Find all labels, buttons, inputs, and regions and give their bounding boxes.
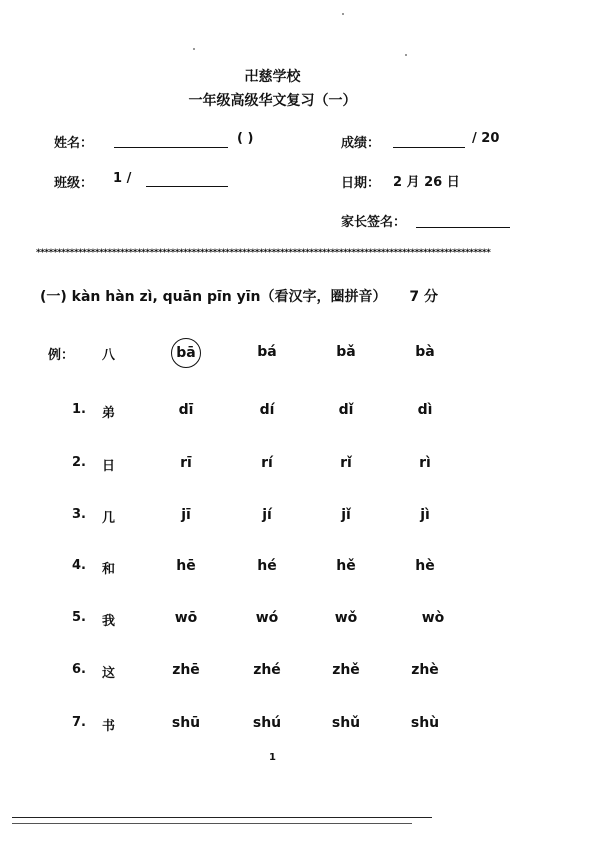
class-value: 1 / (113, 171, 132, 186)
name-parentheses: ( ) (237, 131, 254, 146)
question-row (0, 455, 600, 479)
pinyin-option[interactable]: dǐ (338, 402, 354, 418)
pinyin-option[interactable]: zhě (332, 662, 360, 678)
row-character: 几 (102, 511, 116, 526)
pinyin-option[interactable]: hě (336, 558, 356, 574)
pinyin-option[interactable]: dí (259, 402, 275, 418)
scan-speck (405, 54, 407, 56)
row-number: 5. (72, 610, 86, 625)
pinyin-option[interactable]: jí (262, 507, 272, 523)
pinyin-option[interactable]: shù (410, 715, 440, 731)
question-row (0, 507, 600, 531)
school-name: 卍慈学校 (244, 69, 301, 85)
pinyin-option[interactable]: shú (252, 715, 282, 731)
circled-answer: bā (171, 338, 201, 368)
name-blank[interactable] (114, 147, 228, 148)
question-row (0, 558, 600, 582)
row-character: 我 (102, 614, 116, 629)
pinyin-option[interactable]: bá (257, 344, 277, 360)
score-blank[interactable] (393, 147, 465, 148)
row-character: 和 (102, 562, 116, 577)
class-blank[interactable] (146, 186, 228, 187)
pinyin-option[interactable]: wò (421, 610, 445, 626)
pinyin-option[interactable]: dī (178, 402, 194, 418)
pinyin-option[interactable]: jǐ (341, 507, 351, 523)
pinyin-option[interactable]: bà (415, 344, 435, 360)
page-number: 1 (269, 752, 276, 763)
pinyin-option[interactable]: wó (255, 610, 279, 626)
section-title: (一) kàn hàn zì, quān pīn yīn（看汉字，圈拼音） (40, 289, 387, 305)
pinyin-option[interactable]: rī (180, 455, 192, 471)
row-number: 1. (72, 402, 86, 417)
pinyin-option[interactable]: hè (415, 558, 435, 574)
row-number: 6. (72, 662, 86, 677)
parent-signature-blank[interactable] (416, 227, 510, 228)
row-character: 这 (102, 666, 116, 681)
row-character: 日 (102, 459, 116, 474)
pinyin-option[interactable]: bǎ (336, 344, 356, 360)
scan-speck (342, 13, 344, 15)
name-label: 姓名： (54, 136, 94, 151)
row-character: 八 (102, 348, 116, 363)
row-number: 例： (48, 348, 75, 363)
question-row (0, 715, 600, 739)
row-number: 3. (72, 507, 86, 522)
row-character: 书 (102, 719, 116, 734)
question-row (0, 402, 600, 426)
section-heading (40, 286, 438, 306)
question-row (0, 662, 600, 686)
pinyin-option[interactable]: dì (417, 402, 433, 418)
date-value: 2 月 26 日 (393, 175, 460, 190)
pinyin-option[interactable]: wō (174, 610, 198, 626)
pinyin-option[interactable]: rí (261, 455, 273, 471)
example-row (0, 344, 600, 368)
pinyin-option[interactable]: zhē (172, 662, 200, 678)
date-label: 日期： (341, 176, 381, 191)
pinyin-option[interactable]: jī (181, 507, 191, 523)
parent-signature-label: 家长签名： (341, 215, 407, 230)
pinyin-option[interactable]: wǒ (334, 610, 358, 626)
scan-speck (193, 48, 195, 50)
worksheet-title: 一年级高级华文复习（一） (188, 93, 357, 109)
pinyin-option[interactable]: zhè (411, 662, 439, 678)
asterisk-divider: ************************************************************************************************************ (36, 248, 491, 258)
pinyin-option[interactable]: jì (420, 507, 430, 523)
row-character: 弟 (102, 406, 116, 421)
score-label: 成绩： (341, 136, 381, 151)
pinyin-option[interactable]: hé (257, 558, 277, 574)
pinyin-option[interactable]: shū (171, 715, 201, 731)
pinyin-option[interactable] (161, 344, 211, 368)
row-number: 7. (72, 715, 86, 730)
question-row (0, 610, 600, 634)
scan-edge-line (12, 817, 432, 818)
pinyin-option[interactable]: zhé (253, 662, 281, 678)
scan-edge-line (12, 823, 412, 824)
pinyin-option[interactable]: rǐ (340, 455, 352, 471)
row-number: 4. (72, 558, 86, 573)
pinyin-option[interactable]: hē (176, 558, 196, 574)
score-total: / 20 (472, 131, 500, 146)
section-points: 7 分 (409, 289, 438, 305)
class-label: 班级： (54, 176, 94, 191)
pinyin-option[interactable]: shǔ (331, 715, 361, 731)
row-number: 2. (72, 455, 86, 470)
pinyin-option[interactable]: rì (419, 455, 431, 471)
